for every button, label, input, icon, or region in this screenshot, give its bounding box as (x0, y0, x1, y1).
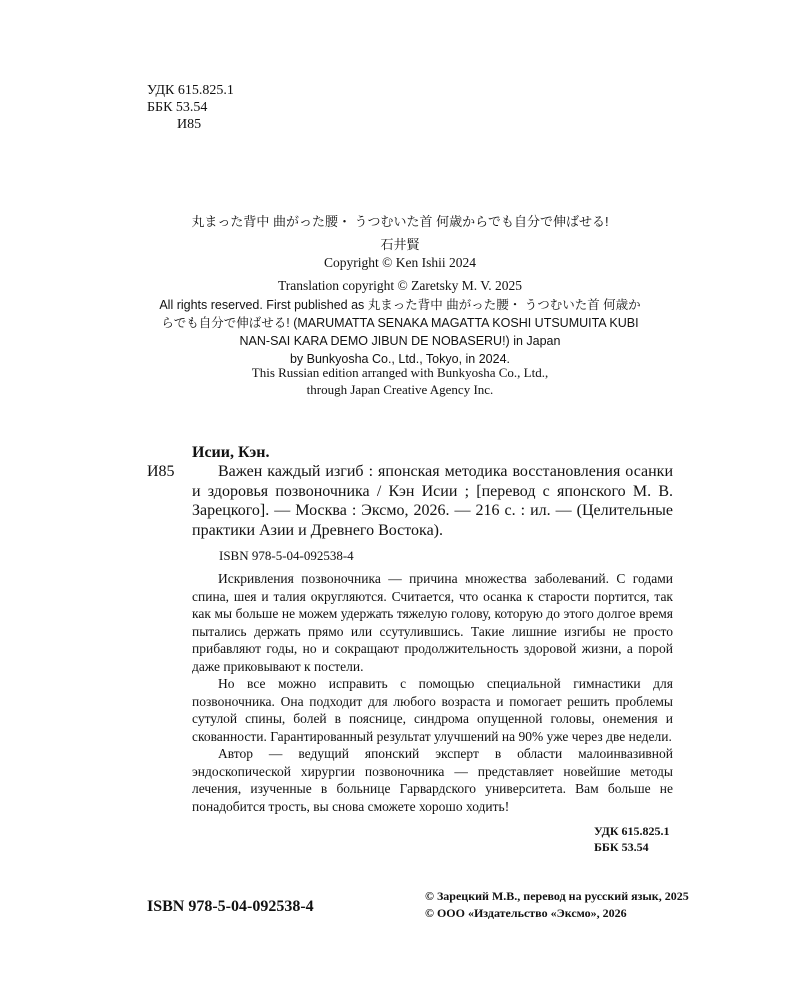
annotation-paragraph: Автор — ведущий японский эксперт в области малоинвазивной эндоскопической хирургии позвоночника — представляет новейшие методы лечения, изученные в больнице Гарвардского университета. Вам больше не понадобится трость, вы снова сможете хорошо ходить! (192, 746, 673, 814)
bibliographic-description (192, 462, 673, 540)
publisher-copyright: © ООО «Издательство «Эксмо», 2026 (425, 906, 627, 920)
isbn-line: ISBN 978-5-04-092538-4 (219, 548, 354, 563)
bibliographic-description-text: Важен каждый изгиб : японская методика восстановления осанки и здоровья позвоночника / Кэн Исии ; [перевод с японского М. В. Зарецкого]. — Москва : Эксмо, 2026. — 216 с. : ил. — (Целительные практики Азии и Древнего Востока). (192, 463, 673, 539)
annotation (192, 570, 673, 815)
rights-line: All rights reserved. First published as 丸まった背中 曲がった腰・ うつむいた首 何歳か (159, 298, 641, 312)
udk-code: УДК 615.825.1 (147, 83, 234, 98)
russian-edition-note (150, 364, 650, 398)
author-sign-index: И85 (177, 117, 202, 132)
translation-copyright: © Зарецкий М.В., перевод на русский язык, 2025 (425, 889, 689, 903)
annotation-paragraph: Но все можно исправить с помощью специальной гимнастики для позвоночника. Она подходит для любого возраста и помогает решить проблемы сутулой спины, болей в пояснице, синдрома опущенной головы, онемения и скованности. Гарантированный результат улучшений на 90% уже через две недели. (192, 676, 673, 744)
translation-copyright-line: Translation copyright © Zaretsky M. V. 2025 (277, 278, 522, 293)
japanese-title: 丸まった背中 曲がった腰・ うつむいた首 何歳からでも自分で伸ばせる! (191, 214, 609, 229)
bbk-code: ББК 53.54 (147, 100, 208, 115)
rights-line: NAN-SAI KARA DEMO JIBUN DE NOBASERU!) in Japan (239, 334, 561, 348)
japanese-author: 石井賢 (380, 237, 420, 252)
rights-line: by Bunkyosha Co., Ltd., Tokyo, in 2024. (289, 352, 511, 366)
bbk-code: ББК 53.54 (594, 840, 649, 854)
classification-codes-bottom (594, 823, 670, 855)
copyright-footer (425, 888, 689, 922)
classification-codes-top (147, 82, 234, 133)
bibliographic-index: И85 (147, 463, 175, 480)
udk-code: УДК 615.825.1 (594, 824, 670, 838)
russian-edition-line: This Russian edition arranged with Bunkyosha Co., Ltd., (251, 365, 549, 380)
bibliographic-author-heading: Исии, Кэн. (192, 444, 270, 461)
rights-statement (150, 296, 650, 368)
copyright-line: Copyright © Ken Ishii 2024 (323, 255, 476, 270)
russian-edition-line: through Japan Creative Agency Inc. (306, 382, 494, 397)
rights-line: らでも自分で伸ばせる! (MARUMATTA SENAKA MAGATTA KOSHI UTSUMUITA KUBI (161, 316, 639, 330)
isbn-footer: ISBN 978-5-04-092538-4 (147, 898, 314, 915)
annotation-paragraph: Искривления позвоночника — причина множества заболеваний. С годами спина, шея и талия округляются. Считается, что осанка к старости портится, так как мы больше не можем удержать тяжелую голову, которую до этого долгое время пытались держать прямо или ссутулившись. Такие лишние изгибы не просто прибавляют годы, но и сокращают продолжительность здоровой жизни, а порой даже приковывают к постели. (192, 571, 673, 674)
